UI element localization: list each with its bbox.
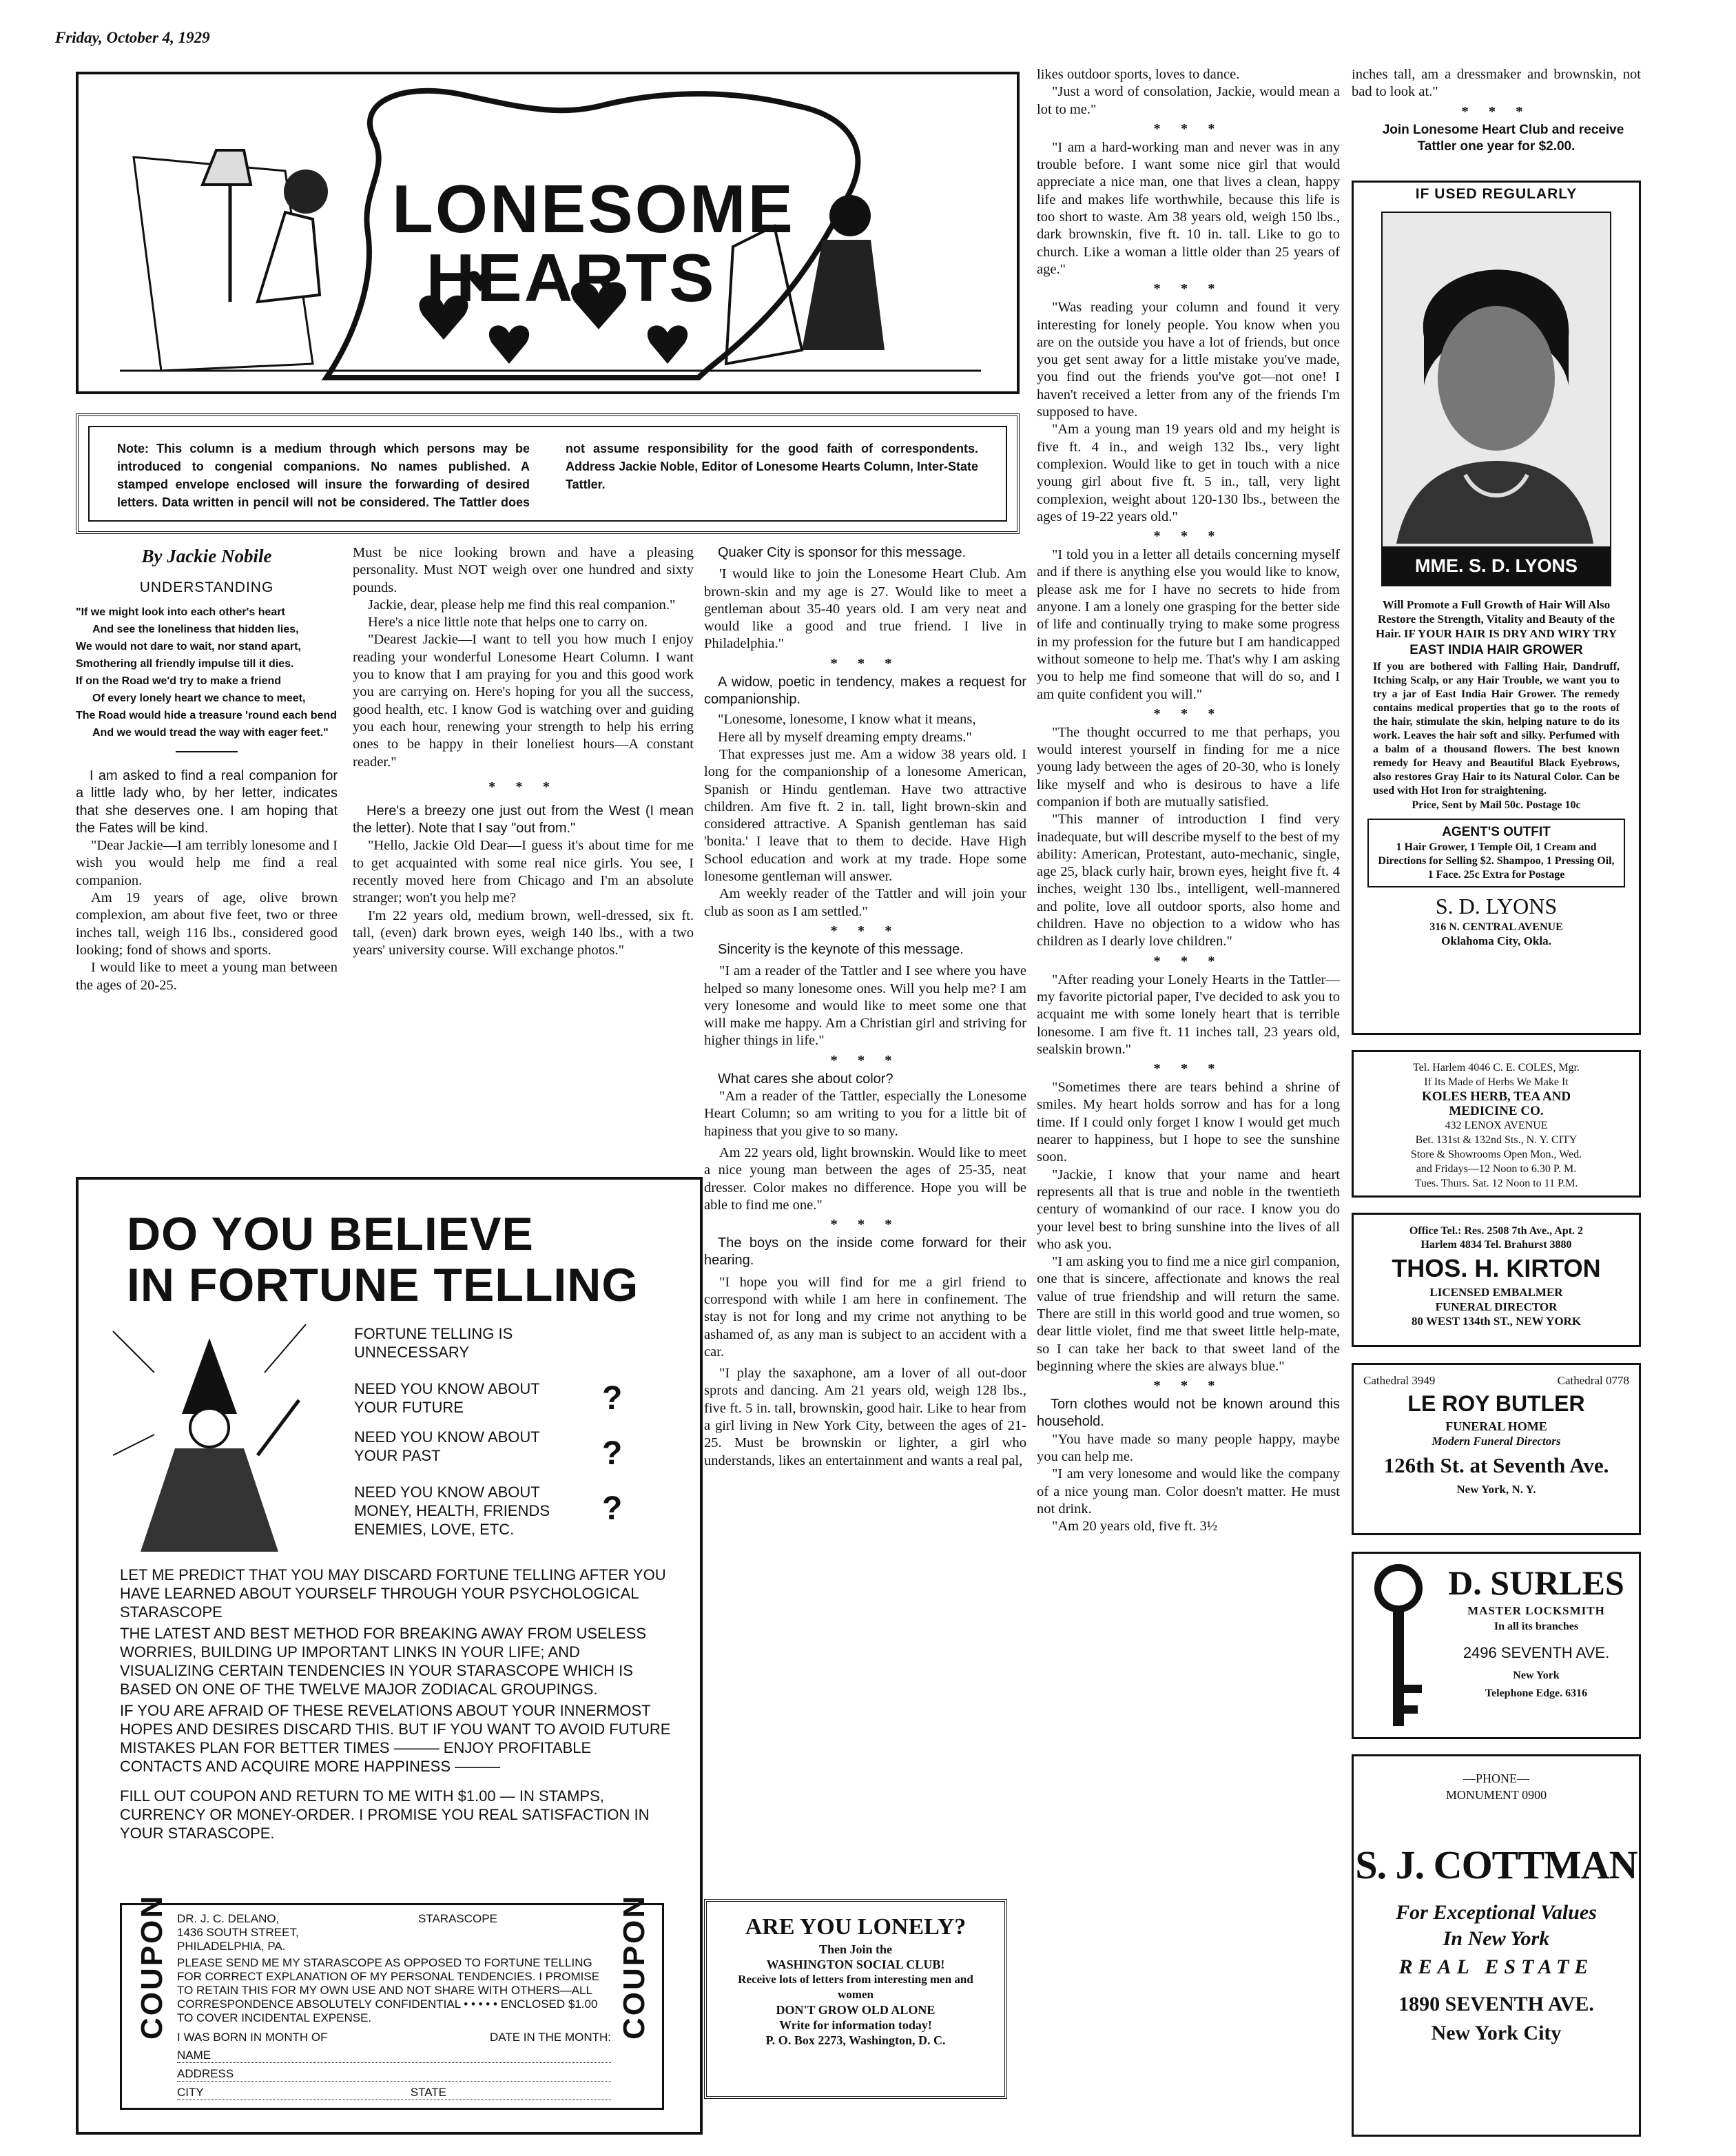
masthead-banner: [76, 72, 1020, 394]
separator: * * *: [1153, 121, 1223, 136]
ad-line: REAL ESTATE: [1398, 1955, 1594, 1978]
portrait-illustration: [1383, 213, 1607, 544]
dateline: Friday, October 4, 1929: [55, 29, 210, 46]
ad-line: Receive lots of letters from interesting men and women: [738, 1973, 973, 2001]
ad-line: 432 LENOX AVENUE: [1445, 1120, 1548, 1131]
separator: * * *: [830, 1217, 900, 1233]
ad-line: In New York: [1443, 1927, 1550, 1950]
advertiser-name: LE ROY BUTLER: [1407, 1391, 1585, 1416]
question-mark: ?: [602, 1380, 623, 1417]
poem-line: Of every lonely heart we chance to meet,: [92, 692, 306, 704]
paragraph: Torn clothes would not be known around this household.: [1037, 1397, 1340, 1430]
column-3: [704, 544, 1026, 1612]
washington-social-club-ad: [704, 1899, 1007, 2099]
column-2: [353, 544, 694, 1164]
column-5-top: [1352, 66, 1641, 156]
paragraph: Must be nice looking brown and have a pleasing personality. Must NOT weigh over one hundred and sixty pounds.: [353, 545, 694, 595]
ad-line: Store & Showrooms Open Mon., Wed.: [1410, 1149, 1582, 1160]
ad-line: In all its branches: [1494, 1621, 1579, 1632]
poem-line: And we would tread the way with eager feet.": [92, 727, 329, 739]
column-4: [1037, 66, 1340, 2133]
paragraph: The boys on the inside come forward for their hearing.: [704, 1235, 1026, 1269]
paragraph: I'm 22 years old, medium brown, well-dressed, six ft. tall, (even) dark brown eyes, weigh 140 lbs., with a two years' university course. Will exchange photos.": [353, 907, 694, 958]
paragraph: "I am asking you to find me a nice girl companion, one that is sincere, affectionate and knows the real value of true friendship and will return the same. There are still in this world good and true women, so dear little violet, find me that sweet little help-mate, so I can take her back to that sweet land of the beginning where the skies are always blue.": [1037, 1254, 1340, 1374]
ad-line: If Its Made of Herbs We Make It: [1424, 1076, 1569, 1088]
paragraph: Here's a breezy one just out from the West (I mean the letter). Note that I say "out from.": [353, 803, 694, 836]
poem-line: "If we might look into each other's heart: [76, 606, 285, 618]
paragraph: I would like to meet a young man between the ages of 20-25.: [76, 960, 338, 993]
cottman-real-estate-ad: [1352, 1754, 1641, 2137]
column-1: [76, 544, 338, 1164]
separator: * * *: [830, 923, 900, 938]
ad-line: Tel. Harlem 4046 C. E. COLES, Mgr.: [1413, 1062, 1580, 1074]
butler-funeral-ad: [1352, 1363, 1641, 1535]
ad-address: 126th St. at Seventh Ave.: [1383, 1453, 1609, 1477]
ad-line: MASTER LOCKSMITH: [1467, 1604, 1605, 1617]
separator: * * *: [1461, 103, 1531, 119]
poem-line: And see the loneliness that hidden lies,: [92, 624, 299, 635]
coupon-side-label: COUPON: [617, 1893, 651, 2040]
coupon-starascope-label: STARASCOPE: [418, 1912, 497, 1925]
paragraph: Here all by myself dreaming empty dreams.": [718, 729, 972, 745]
separator: * * *: [1153, 1378, 1223, 1394]
ad-line: LICENSED EMBALMER: [1429, 1286, 1563, 1299]
ad-phone-label: —PHONE—: [1463, 1772, 1529, 1785]
ad-line: Harlem 4834 Tel. Brahurst 3880: [1420, 1239, 1572, 1251]
paragraph: "I hope you will find for me a girl friend to correspond with while I am here in confinement. The stay is not for long and my crime not anything to be ashamed of, as any man is subject to an accident with a car.: [704, 1274, 1026, 1359]
fortune-headline-1: DO YOU BELIEVE: [127, 1208, 534, 1260]
ad-price: Price, Sent by Mail 50c. Postage 10c: [1412, 799, 1581, 811]
fortune-question-4: NEED YOU KNOW ABOUT MONEY, HEALTH, FRIENDS ENEMIES, LOVE, ETC.: [354, 1483, 550, 1538]
ad-line: 80 WEST 134th ST., NEW YORK: [1411, 1315, 1582, 1328]
ad-phone: MONUMENT 0900: [1445, 1788, 1547, 1802]
fortune-telling-ad: [76, 1177, 703, 2135]
paragraph: "Sometimes there are tears behind a shrine of smiles. My heart holds sorrow and has for a long time. If I could only forget I know I would get much nearer to happiness, but I hope to see the sunshine soon.: [1037, 1080, 1340, 1165]
separator: * * *: [1153, 953, 1223, 969]
ad-line: Then Join the: [818, 1942, 893, 1956]
ad-address: 1890 SEVENTH AVE.: [1398, 1993, 1594, 2015]
fortune-question-2: NEED YOU KNOW ABOUT YOUR FUTURE: [354, 1380, 540, 1416]
paragraph: Am weekly reader of the Tattler and will join your club as soon as I am settled.": [704, 886, 1026, 919]
paragraph: "I am a reader of the Tattler and I see where you have helped so many lonesome ones. Will you help me? I am very lonesome and would like to meet some one that will make me happy. Am a Christian girl and striving for higher things in life.": [704, 963, 1026, 1049]
advertiser-name: D. SURLES: [1448, 1563, 1624, 1602]
ad-headline: IF USED REGULARLY: [1415, 186, 1578, 202]
ad-phone: Cathedral 3949: [1363, 1374, 1436, 1387]
ad-city: New York: [1513, 1670, 1560, 1681]
ad-line: FUNERAL DIRECTOR: [1435, 1300, 1558, 1313]
advertiser-city: Oklahoma City, Okla.: [1441, 934, 1551, 947]
surles-locksmith-ad: [1352, 1552, 1641, 1739]
masthead-line-2: HEARTS: [426, 240, 716, 316]
paragraph: Am 19 years of age, olive brown complexion, am about five feet, two or three inches tall, weigh 116 lbs., considered good looking; fond of shows and sports.: [76, 890, 338, 958]
product-name: EAST INDIA HAIR GROWER: [1409, 643, 1583, 657]
separator: * * *: [830, 1052, 900, 1068]
paragraph: Sincerity is the keynote of this message.: [718, 941, 964, 957]
paragraph: That expresses just me. Am a widow 38 years old. I long for the companionship of a lonesome American, Spanish or Hindu gentleman. Have two attractive children. Am five ft. 2 in. tall, light brown-skin and considered attractive. A Spanish gentleman has said 'bonita.' I leave that to them to decide. Have High School education and work at my trade. Hope some lonesome gentleman will answer.: [704, 746, 1026, 885]
paragraph: "Hello, Jackie Old Dear—I guess it's about time for me to get acquainted with some real nice girls. You see, I recently moved here from Chicago and I'm an absolute stranger; won't you help me?: [353, 838, 694, 906]
paragraph: "I am a hard-working man and never was in any trouble before. I want some nice girl that would appreciate a nice man, one that lives a clean, happy life and makes life worthwhile, because this life is too short to waste. Am 38 years old, weigh 150 lbs., dark brownskin, five ft. 10 in. tall. Like to go to church. Like a woman a little older than 25 years of age.": [1037, 139, 1340, 277]
paragraph: Quaker City is sponsor for this message.: [718, 545, 967, 560]
ad-line: FUNERAL HOME: [1445, 1419, 1547, 1433]
paragraph: "You have made so many people happy, maybe you can help me.: [1037, 1431, 1340, 1465]
koles-herb-ad: [1352, 1050, 1641, 1198]
coupon-born-label: I WAS BORN IN MONTH OF: [177, 2031, 328, 2044]
separator: * * *: [830, 655, 900, 671]
ad-line: P. O. Box 2273, Washington, D. C.: [765, 2033, 946, 2047]
masthead-line-1: LONESOME: [392, 171, 795, 247]
portrait-frame: [1381, 212, 1611, 586]
ad-body: If you are bothered with Falling Hair, Dandruff, Itching Scalp, or any Hair Trouble, we want you to try a jar of East India Hair Grower. The remedy contains medical properties that go to the roots of the hair, stimulate the skin, helping nature to do its work. Leaves the hair soft and silky. Perfumed with a balm of a thousand flowers. The best known remedy for Heavy and Beautiful Black Eyebrows, also restores Gray Hair to its Natural Color. Can be used with Hot Iron for straightening.: [1373, 661, 1620, 797]
paragraph: "Dear Jackie—I am terribly lonesome and I wish you would help me find a real companion.: [76, 838, 338, 888]
ad-line: Bet. 131st & 132nd Sts., N. Y. CITY: [1415, 1134, 1578, 1146]
advertiser-name: THOS. H. KIRTON: [1392, 1254, 1601, 1282]
poem-title: UNDERSTANDING: [139, 579, 274, 595]
poem-line: The Road would hide a treasure 'round each bend: [76, 710, 337, 721]
advertiser-name: S. D. LYONS: [1435, 894, 1558, 918]
poem-line: Smothering all friendly impulse till it dies.: [76, 658, 294, 670]
paragraph: Am 22 years old, light brownskin. Would like to meet a nice young man between the ages of 25-35, neat dresser. Color makes no difference. Hope you will be able to find me one.": [704, 1144, 1026, 1213]
coupon-date-label: DATE IN THE MONTH:: [490, 2031, 611, 2044]
advertiser-name: S. J. COTTMAN: [1355, 1842, 1637, 1887]
fortune-body-3: IF YOU ARE AFRAID OF THESE REVELATIONS ABOUT YOUR INNERMOST HOPES AND DESIRES DISCARD THIS. BUT IF YOU WANT TO AVOID FUTURE MISTAKES PLAN FOR BETTER TIMES ——— ENJOY PROFITABLE CONTACTS AND ACQUIRE MORE HAPPINESS ———: [120, 1702, 671, 1775]
paragraph: "I am very lonesome and would like the company of a nice young man. Color doesn't matter. He must not drink.: [1037, 1466, 1340, 1517]
coupon-address-label: ADDRESS: [177, 2067, 234, 2080]
ad-line: Write for information today!: [779, 2018, 932, 2032]
paragraph: Jackie, dear, please help me find this real companion.": [368, 597, 676, 613]
column-note-box: [76, 413, 1020, 534]
paragraph: "Jackie, I know that your name and heart represents all that is true and noble in the twentieth century of womankind of our race. I know you do your level best to bring sunshine into the lives of all who ask you.: [1037, 1167, 1340, 1252]
ad-line: KOLES HERB, TEA AND: [1421, 1089, 1571, 1104]
fortune-body-4: FILL OUT COUPON AND RETURN TO ME WITH $1.00 — IN STAMPS, CURRENCY OR MONEY-ORDER. I PROMISE YOU REAL SATISFACTION IN YOUR STARASCOPE.: [120, 1787, 650, 1842]
paragraph: "I told you in a letter all details concerning myself and if there is anything else you would like to know, please ask me for I have no secrets to hide from anyone. I am a lonely one grasping for the better side of life and continually trying to make some progress in my profession for the future but I am handicapped without someone to help me. That's why I am asking you to help me find someone that will do so, and I am quite confident you will.": [1037, 547, 1340, 702]
poem: [76, 604, 338, 741]
paragraph: "Dearest Jackie—I want to tell you how much I enjoy reading your wonderful Lonesome Heart Column. I want you to know that I am praying for you and this good work you are carrying on. Here's hoping for you all the success, good health, etc. I know God is watching over and guiding you each hour, renewing your strength to help his erring ones to be happy in their loneliest hours—A constant reader.": [353, 632, 694, 770]
ad-line: Office Tel.: Res. 2508 7th Ave., Apt. 2: [1409, 1225, 1584, 1237]
paragraph: "Was reading your column and found it very interesting for lonely people. You know when you are on the outside you have a lot of friends, but once you get sent away for a little mistake you've made, you find out the friends you've got—not one! I haven't received a letter from any of the friends I'm supposed to have.: [1037, 300, 1340, 420]
ad-line: DON'T GROW OLD ALONE: [776, 2003, 936, 2017]
fortune-question-1: FORTUNE TELLING IS UNNECESSARY: [354, 1325, 513, 1361]
paragraph: inches tall, am a dressmaker and brownskin, not bad to look at.": [1352, 67, 1641, 100]
separator: * * *: [1153, 1061, 1223, 1077]
east-india-hair-grower-ad: [1352, 181, 1641, 1035]
ad-phone: Telephone Edge. 6316: [1485, 1687, 1588, 1699]
poem-line: If on the Road we'd try to make a friend: [76, 675, 282, 687]
coupon-address-1: DR. J. C. DELANO,: [177, 1912, 280, 1925]
paragraph: 'I would like to join the Lonesome Heart Club. Am brown-skin and my age is 27. Would like to meet a gentleman about 35-40 years old. I am very neat and would like a good and true friend. I live in Philadelphia.": [704, 566, 1026, 652]
coupon-side-label: COUPON: [135, 1893, 169, 2040]
paragraph: "After reading your Lonely Hearts in the Tattler—my favorite pictorial paper, I've decided to ask you to acquaint me with some lonely heart that is terrible lonesome. I am five ft. 11 inches tall, 23 years old, sealskin brown.": [1037, 972, 1340, 1057]
ad-line: WASHINGTON SOCIAL CLUB!: [766, 1958, 945, 1971]
fortune-question-3: NEED YOU KNOW ABOUT YOUR PAST: [354, 1428, 540, 1464]
key-icon: [1361, 1561, 1436, 1733]
question-mark: ?: [602, 1435, 623, 1472]
byline: By Jackie Nobile: [141, 546, 272, 566]
paragraph: "Am a reader of the Tattler, especially the Lonesome Heart Column; so am writing to you for a little bit of hapiness that you give to so many.: [704, 1089, 1026, 1139]
ad-line: Modern Funeral Directors: [1432, 1435, 1561, 1448]
coupon-city-label: CITY: [177, 2086, 204, 2099]
paragraph: "The thought occurred to me that perhaps, you would interest yourself in finding for me a nice young lady between the ages of 20-30, who is lonely like myself and who is desirous to have a life companion if both are mutually satisfied.: [1037, 724, 1340, 810]
fortune-body-1: LET ME PREDICT THAT YOU MAY DISCARD FORTUNE TELLING AFTER YOU HAVE LEARNED ABOUT YOURSELF THROUGH YOUR PSYCHOLOGICAL STARASCOPE: [120, 1566, 666, 1621]
ad-line: MEDICINE CO.: [1449, 1104, 1544, 1118]
column-note: Note: This column is a medium through which persons may be introduced to congenial companions. No names published. A stamped envelope enclosed will insure the forwarding of desired letters. Data written in pencil will not be considered. The Tattler does not assume responsibility for the good faith of correspondents. Address Jackie Noble, Editor of Lonesome Hearts Column, Inter-State Tattler.: [88, 426, 1007, 522]
agents-outfit-heading: AGENT'S OUTFIT: [1442, 825, 1551, 839]
join-club-offer: Join Lonesome Heart Club and receive Tattler one year for $2.00.: [1382, 122, 1624, 154]
paragraph: "I play the saxaphone, am a lover of all out-door sprots and dancing. Am 21 years old, weigh 128 lbs., five ft. 5 in. tall, brownskin, good hair. Like to hear from a girl living in New York City, between the ages of 21-25. Must be brownskin or lighter, a girl who understands, likes an entertainment and wants a real pal,: [704, 1366, 1026, 1468]
coupon-address-3: PHILADELPHIA, PA.: [177, 1940, 286, 1953]
paragraph: "Just a word of consolation, Jackie, would mean a lot to me.": [1037, 84, 1340, 117]
coupon-state-label: STATE: [410, 2086, 446, 2099]
ad-city: New York City: [1431, 2022, 1562, 2044]
kirton-funeral-ad: [1352, 1213, 1641, 1347]
paragraph: "Am a young man 19 years old and my height is five ft. 4 in., and weigh 132 lbs., very light complexion. Would like to get in touch with a nice young girl about five ft. 5 in., tall, very light complexion, weight about 120-130 lbs., between the ages of 19-22 years old.": [1037, 422, 1340, 524]
separator: * * *: [1153, 281, 1223, 297]
paragraph: "This manner of introduction I find very inadequate, but will describe myself to the best of my ability: American, Protestant, auto-mechanic, single, age 25, black curly hair, brown eyes, height five ft. 4 inches, weight 130 lbs., intelligent, well-mannered and polite, love all outdoor sports, also home and children. Have no objection to a widow who has children as I dearly love children.": [1037, 812, 1340, 949]
portrait-caption: MME. S. D. LYONS: [1383, 546, 1610, 585]
separator: * * *: [1153, 706, 1223, 721]
coupon-name-label: NAME: [177, 2049, 211, 2062]
ad-address: 2496 SEVENTH AVE.: [1463, 1644, 1610, 1661]
paragraph: I am asked to find a real companion for a little lady who, by her letter, indicates that she deserves one. I am hoping that the Fates will be kind.: [76, 768, 338, 836]
wizard-illustration: [99, 1317, 320, 1565]
agents-outfit-text: 1 Hair Grower, 1 Temple Oil, 1 Cream and Directions for Selling $2. Shampoo, 1 Pressing Oil, 1 Face. 25c Extra for Postage: [1378, 841, 1615, 881]
coupon-address-2: 1436 SOUTH STREET,: [177, 1926, 299, 1939]
paragraph: likes outdoor sports, loves to dance.: [1037, 67, 1240, 82]
ad-line: For Exceptional Values: [1396, 1901, 1597, 1924]
ad-intro: Will Promote a Full Growth of Hair Will Also Restore the Strength, Vitality and Beauty of the Hair. IF YOUR HAIR IS DRY AND WIRY TRY: [1375, 598, 1618, 640]
ad-city: New York, N. Y.: [1456, 1483, 1536, 1496]
separator: * * *: [488, 779, 558, 794]
question-mark: ?: [602, 1490, 623, 1527]
advertiser-address: 316 N. CENTRAL AVENUE: [1429, 921, 1563, 933]
fortune-body-2: THE LATEST AND BEST METHOD FOR BREAKING AWAY FROM USELESS WORRIES, BUILDING UP IMPORTANT LINKS IN YOUR LIFE; AND VISUALIZING CERTAIN TENDENCIES IN YOUR STARASCOPE WHICH IS BASED ON ONE OF THE TWELVE MAJOR ZODIACAL GROUPINGS.: [120, 1625, 647, 1698]
ad-line: and Fridays—12 Noon to 6.30 P. M.: [1416, 1163, 1577, 1175]
coupon-text: PLEASE SEND ME MY STARASCOPE AS OPPOSED TO FORTUNE TELLING FOR CORRECT EXPLANATION OF MY PERSONAL TENDENCIES. I PROMISE TO RETAIN THIS FOR MY OWN USE AND NOT SHARE WITH OTHERS—ALL CORRESPONDENCE ABSOLUTELY CONFIDENTIAL • • • • • ENCLOSED $1.00 TO COVER INCIDENTAL EXPENSE.: [177, 1956, 600, 2024]
poem-line: We would not dare to wait, nor stand apart,: [76, 641, 301, 653]
separator: * * *: [1153, 528, 1223, 544]
fortune-headline-2: IN FORTUNE TELLING: [127, 1259, 639, 1311]
coupon-box: [120, 1893, 664, 2110]
ad-line: Tues. Thurs. Sat. 12 Noon to 11 P.M.: [1414, 1178, 1578, 1189]
paragraph: "Lonesome, lonesome, I know what it means,: [718, 712, 976, 728]
paragraph: "Am 20 years old, five ft. 3½: [1052, 1519, 1218, 1534]
paragraph: What cares she about color?: [718, 1071, 893, 1087]
ad-headline: ARE YOU LONELY?: [745, 1914, 967, 1940]
ad-phone: Cathedral 0778: [1557, 1374, 1629, 1387]
paragraph: Here's a nice little note that helps one to carry on.: [368, 615, 648, 630]
paragraph: A widow, poetic in tendency, makes a request for companionship.: [704, 674, 1026, 708]
